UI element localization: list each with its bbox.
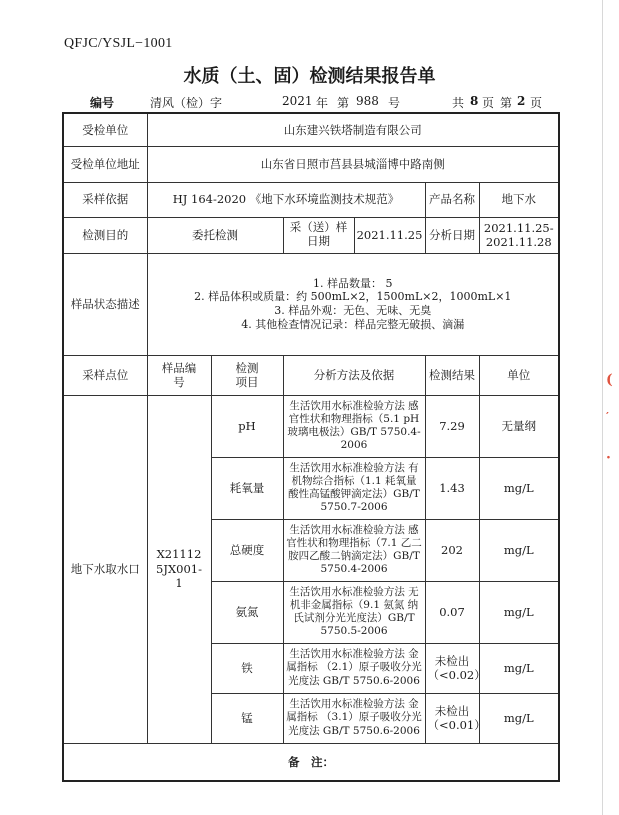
- header-item: 检测项目: [211, 355, 283, 395]
- pages-total-label: 共: [452, 96, 465, 110]
- document-code: QFJC/YSJL−1001: [64, 36, 173, 51]
- page-current: 2: [517, 94, 526, 108]
- result-item: 氨氮: [211, 581, 283, 643]
- header-point: 采样点位: [63, 355, 147, 395]
- result-row: [63, 395, 559, 457]
- result-value: 202: [425, 519, 479, 581]
- result-value: 1.43: [425, 457, 479, 519]
- result-method: 生活饮用水标准检验方法 感官性状和物理指标（5.1 pH 玻璃电极法）GB/T 5750.4-2006: [283, 395, 425, 457]
- result-item: 铁: [211, 643, 283, 693]
- header-result: 检测结果: [425, 355, 479, 395]
- page-current-unit: 页: [530, 96, 543, 110]
- report-year: 2021: [282, 94, 313, 108]
- report-seq: 988: [356, 94, 379, 108]
- result-item: pH: [211, 395, 283, 457]
- sampling-point: 地下水取水口: [63, 395, 147, 743]
- pages-total: 8: [470, 94, 479, 108]
- result-item: 耗氧量: [211, 457, 283, 519]
- seal-fragment: ·: [606, 450, 611, 466]
- client-value: 山东建兴铁塔制造有限公司: [147, 113, 559, 146]
- address-value: 山东省日照市莒县县城淄博中路南侧: [147, 146, 559, 182]
- header-method: 分析方法及依据: [283, 355, 425, 395]
- result-value: 未检出（<0.01）: [425, 693, 479, 743]
- analysis-date-value: 2021.11.25-2021.11.28: [479, 217, 559, 253]
- result-value: 未检出（<0.02）: [425, 643, 479, 693]
- header-unit: 单位: [479, 355, 559, 395]
- report-title: 水质（土、固）检测结果报告单: [183, 66, 436, 87]
- result-item: 总硬度: [211, 519, 283, 581]
- header-sample-no: 样品编号: [147, 355, 211, 395]
- result-method: 生活饮用水标准检验方法 有机物综合指标（1.1 耗氧量 酸性高锰酸钾滴定法）GB/T 5750.7-2006: [283, 457, 425, 519]
- result-item: 锰: [211, 693, 283, 743]
- basis-label: 采样依据: [63, 182, 147, 217]
- purpose-value: 委托检测: [147, 217, 283, 253]
- page-current-label: 第: [500, 96, 513, 110]
- result-unit: mg/L: [479, 581, 559, 643]
- product-value: 地下水: [479, 182, 559, 217]
- result-value: 0.07: [425, 581, 479, 643]
- pages-unit: 页: [482, 96, 495, 110]
- result-method: 生活饮用水标准检验方法 无机非金属指标（9.1 氨氮 纳氏试剂分光光度法）GB/T 5750.5-2006: [283, 581, 425, 643]
- status-label: 样品状态描述: [63, 253, 147, 355]
- purpose-row: [63, 217, 559, 253]
- seal-fragment: (: [606, 372, 613, 388]
- client-row: [63, 113, 559, 146]
- remark-row: [63, 743, 559, 781]
- result-value: 7.29: [425, 395, 479, 457]
- client-label: 受检单位: [63, 113, 147, 146]
- address-row: [63, 146, 559, 182]
- status-line: 4. 其他检查情况记录：样品完整无破损、滴漏: [241, 317, 465, 331]
- result-method: 生活饮用水标准检验方法 金属指标 （3.1）原子吸收分光光度法 GB/T 5750.6-2006: [283, 693, 425, 743]
- purpose-label: 检测目的: [63, 217, 147, 253]
- seal-fragment: ′: [606, 410, 609, 423]
- analysis-date-label: 分析日期: [425, 217, 479, 253]
- report-seq-unit: 号: [388, 96, 401, 110]
- status-description: [147, 253, 559, 355]
- product-label: 产品名称: [425, 182, 479, 217]
- sample-number: X211125JX001-1: [147, 395, 211, 743]
- report-year-unit: 年: [316, 96, 329, 110]
- number-prefix: 清风（检）字: [150, 96, 223, 110]
- result-method: 生活饮用水标准检验方法 感官性状和物理指标（7.1 乙二胺四乙酸二钠滴定法）GB/T 5750.4-2006: [283, 519, 425, 581]
- result-unit: mg/L: [479, 643, 559, 693]
- result-unit: 无量纲: [479, 395, 559, 457]
- results-header-row: [63, 355, 559, 395]
- remark: 备 注：: [63, 743, 559, 781]
- result-method: 生活饮用水标准检验方法 金属指标 （2.1）原子吸收分光光度法 GB/T 5750.6-2006: [283, 643, 425, 693]
- status-row: [63, 253, 559, 355]
- sample-date-label: 采（送）样日期: [284, 218, 355, 253]
- basis-row: [63, 182, 559, 217]
- report-table: [62, 112, 560, 782]
- sample-date-value: 2021.11.25: [356, 227, 423, 242]
- status-line: 2. 样品体积或质量：约 500mL×2，1500mL×2，1000mL×1: [194, 290, 512, 304]
- result-unit: mg/L: [479, 693, 559, 743]
- report-seq-label: 第: [337, 96, 350, 110]
- address-label: 受检单位地址: [63, 146, 147, 182]
- status-line: 1. 样品数量： 5: [313, 276, 393, 290]
- result-unit: mg/L: [479, 519, 559, 581]
- status-line: 3. 样品外观：无色、无味、无臭: [274, 304, 432, 317]
- number-label: 编号: [90, 96, 115, 110]
- result-unit: mg/L: [479, 457, 559, 519]
- basis-value: HJ 164-2020 《地下水环境监测技术规范》: [147, 182, 425, 217]
